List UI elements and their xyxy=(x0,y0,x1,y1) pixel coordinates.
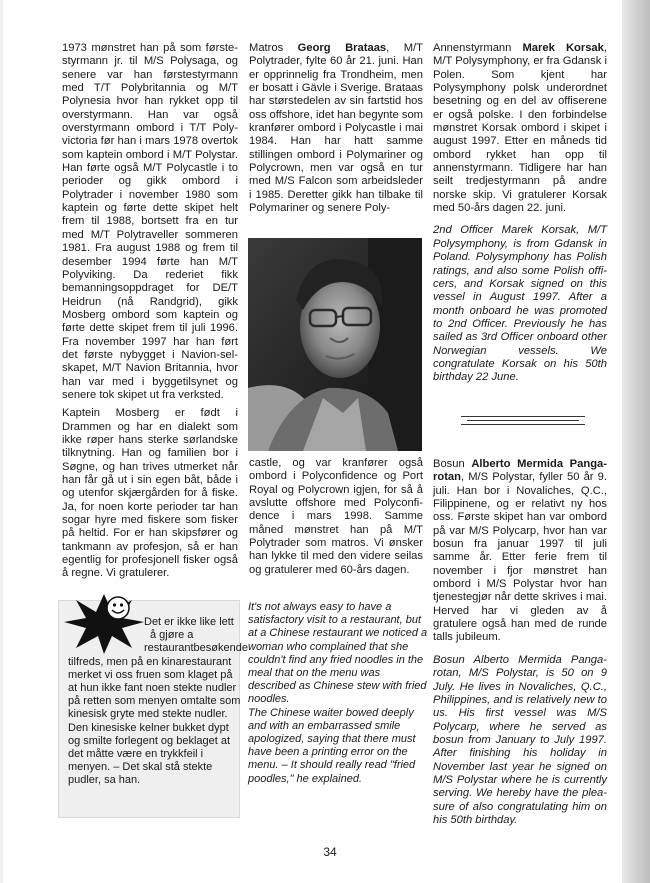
column-3-top xyxy=(433,42,607,385)
divider-line xyxy=(461,416,585,417)
page-right-edge-shadow xyxy=(622,0,650,883)
pangarotan-english-paragraph: Bosun Alberto Mermida Pangarotan, M/S Polystar, is 50 on 9 July. He lives in Novaliches, Q.C., Philippines, and is relatively new to us. His first vessel was M/S Polycarp, where he served as bosun from January to July 1997. After finishing his holiday in November last year he signed on M/S Polystar where he is currently serving. We hereby have the pleasure of also congratulating him on his 50th birthday. xyxy=(433,653,607,826)
column-2-bottom xyxy=(249,457,423,577)
column-1 xyxy=(62,42,238,581)
joke-line-1: Det er ikke like lett xyxy=(144,616,234,628)
column-3-bottom xyxy=(433,458,607,827)
pangarotan-role: Bosun xyxy=(433,458,472,470)
brataas-paragraph xyxy=(249,42,423,215)
brataas-role: Matros xyxy=(249,42,298,54)
brataas-name: Georg Brataas xyxy=(297,42,387,54)
joke-line-3: restaurantbesøkende xyxy=(144,642,248,655)
joke-norwegian xyxy=(68,616,248,788)
pangarotan-paragraph xyxy=(433,458,607,645)
decorative-divider-rules xyxy=(461,416,585,430)
page-number: 34 xyxy=(323,845,337,859)
korsak-english-paragraph: 2nd Officer Marek Korsak, M/T Polysymphony, is from Gdansk in Poland. Polysymphony has Polish ratings, and also some Polish officers, and Korsak signed on this vessel in August 1997. After a month onboard he was promoted to 2nd Officer. Previously he has sailed as 3rd Officer onboard other Norwegian vessels. We congratulate Korsak on his 50th birthday 22 June. xyxy=(433,224,607,384)
joke-english: It's not always easy to have a satisfactory visit to a restaurant, but at a Chinese restaurant we noticed a woman who complained that she couldn't find any fried noodles in the meal that on the menu was described as Chinese stew with fried noodles. The Chinese waiter bowed deeply and with an embarrassed smile apologized, saying that there must have been a printing error on the menu. – It should really read "fried poodles," he explained. xyxy=(248,601,428,785)
divider-line xyxy=(461,424,585,425)
mosberg-personal-paragraph: Kaptein Mosberg er født i Drammen og har en dialekt som ikke røper hans sterke sørlandske tilknytning. Han og familien bor i Søgne, og han trives utmerket når han får gå ut i sin egen båt, både i og utenfor skjærgården for å fiske. Ja, for noen korte perioder tar han sogar hyre med fiskere som fisker på heltid. For er han skipsfører og tankmann av profesjon, så er han egentlig for profesjonell fisker også å regne. Vi gratulerer. xyxy=(62,407,238,580)
page-left-edge xyxy=(0,0,3,883)
mosberg-career-paragraph: 1973 mønstret han på som førstestyrmann jr. til M/S Polysaga, og senere var han førstestyrmann med T/T Polybritannia og M/T Polynesia hvor han rykket opp til overstyrmann. Han var også overstyrmann ombord i T/T Polyvictoria før han i mars 1978 overtok som kaptein ombord i M/T Polystar. Han førte også M/T Polycastle i to perioder og gikk ombord i Polytrader i november 1980 som kaptein og førte dette skipet helt frem til 1988, bortsett fra en tur med M/T Polytraveller sommeren 1981. Fra august 1988 og frem til desember 1994 førte han M/T Polyviking. Da rederiet fikk bemanningsoppdraget for DE/T Heidrun (nå Randgrid), gikk Mosberg ombord som kaptein og førte dette skipet frem til juli 1996. Fra november 1997 har han ført det første nybygget i Navion-selskapet, M/T Navion Britannia, hvor han var med i byggetilsynet og senere tok skipet ut fra verksted. xyxy=(62,42,238,401)
column-2-top xyxy=(249,42,423,215)
brataas-text: , M/T Polytrader, fylte 60 år 21. juni. Han er opprinnelig fra Trondheim, men er bosatt i Gävle i Sverige. Brataas har størstedelen av sin fartstid hos oss offshore, idet han begynte som kranfører ombord i Polycastle i mai 1984. Han har hatt samme stillingen ombord i Polymariner og Polycrown, men var også en tur med M/S Falcon som arbeidsleder i 1985. Deretter gikk han tilbake til Polymariner og senere Poly- xyxy=(249,42,423,215)
joke-line-2: å gjøre a xyxy=(150,629,194,642)
divider-line xyxy=(467,420,579,421)
korsak-role: Annenstyrmann xyxy=(433,42,523,54)
pangarotan-name: Alberto Mermida Pangarotan xyxy=(433,458,607,484)
portrait-photo-graphic xyxy=(248,238,422,451)
korsak-text: , M/T Polysymphony, er fra Gdansk i Polen. Som kjent har Polysymphony polsk underordnet besetning og en del av offiserene er også polske. I den forbindelse mønstret Korsak ombord i skipet i august 1997. Etter en måneds tid ombord rykket han opp til annenstyrmann. Tidligere har han seilt tredjestyrmann på andre norske skip. Vi gratulerer Korsak med 50-års dagen 22. juni. xyxy=(433,42,607,215)
portrait-photo xyxy=(248,238,422,451)
joke-body: tilfreds, men på en kinarestaurant merket vi oss fruen som klaget på at hun ikke fant noen stekte nudler på retten som menyen omtalte som kinesisk gryte med stekte nudler. Den kinesiske kelner bukket dypt og smilte forlegent og beklaget at det måtte være en trykkfeil i menyen. – Det skal stå stekte pudler, sa han. xyxy=(68,655,241,787)
korsak-name: Marek Korsak xyxy=(522,42,604,54)
brataas-continued-paragraph: castle, og var kranfører også ombord i Polyconfidence og Port Royal og Polycrown igjen, for så å avslutte offshore med Polyconfidence i mars 1998. Samme måned mønstret han på M/T Polytrader som matros. Vi ønsker han lykke til med den videre seilas og gratulerer med 60-års dagen. xyxy=(249,457,423,576)
korsak-paragraph xyxy=(433,42,607,215)
pangarotan-text: , M/S Polystar, fyller 50 år 9. juli. Han bor i Novaliches, Q.C., Filippinene, og er relativt ny hos oss. Første skipet han var ombord på var M/S Polycarp, hvor han var bosun fra januar 1997 til juli samme år. Etter ferie frem til november i fjor mønstret han ombord i M/S Polystar hvor han tjenestegjør når dette skrives i mai. Herved har vi gleden av å gratulere også han med de runde talls jubileum. xyxy=(433,471,607,644)
